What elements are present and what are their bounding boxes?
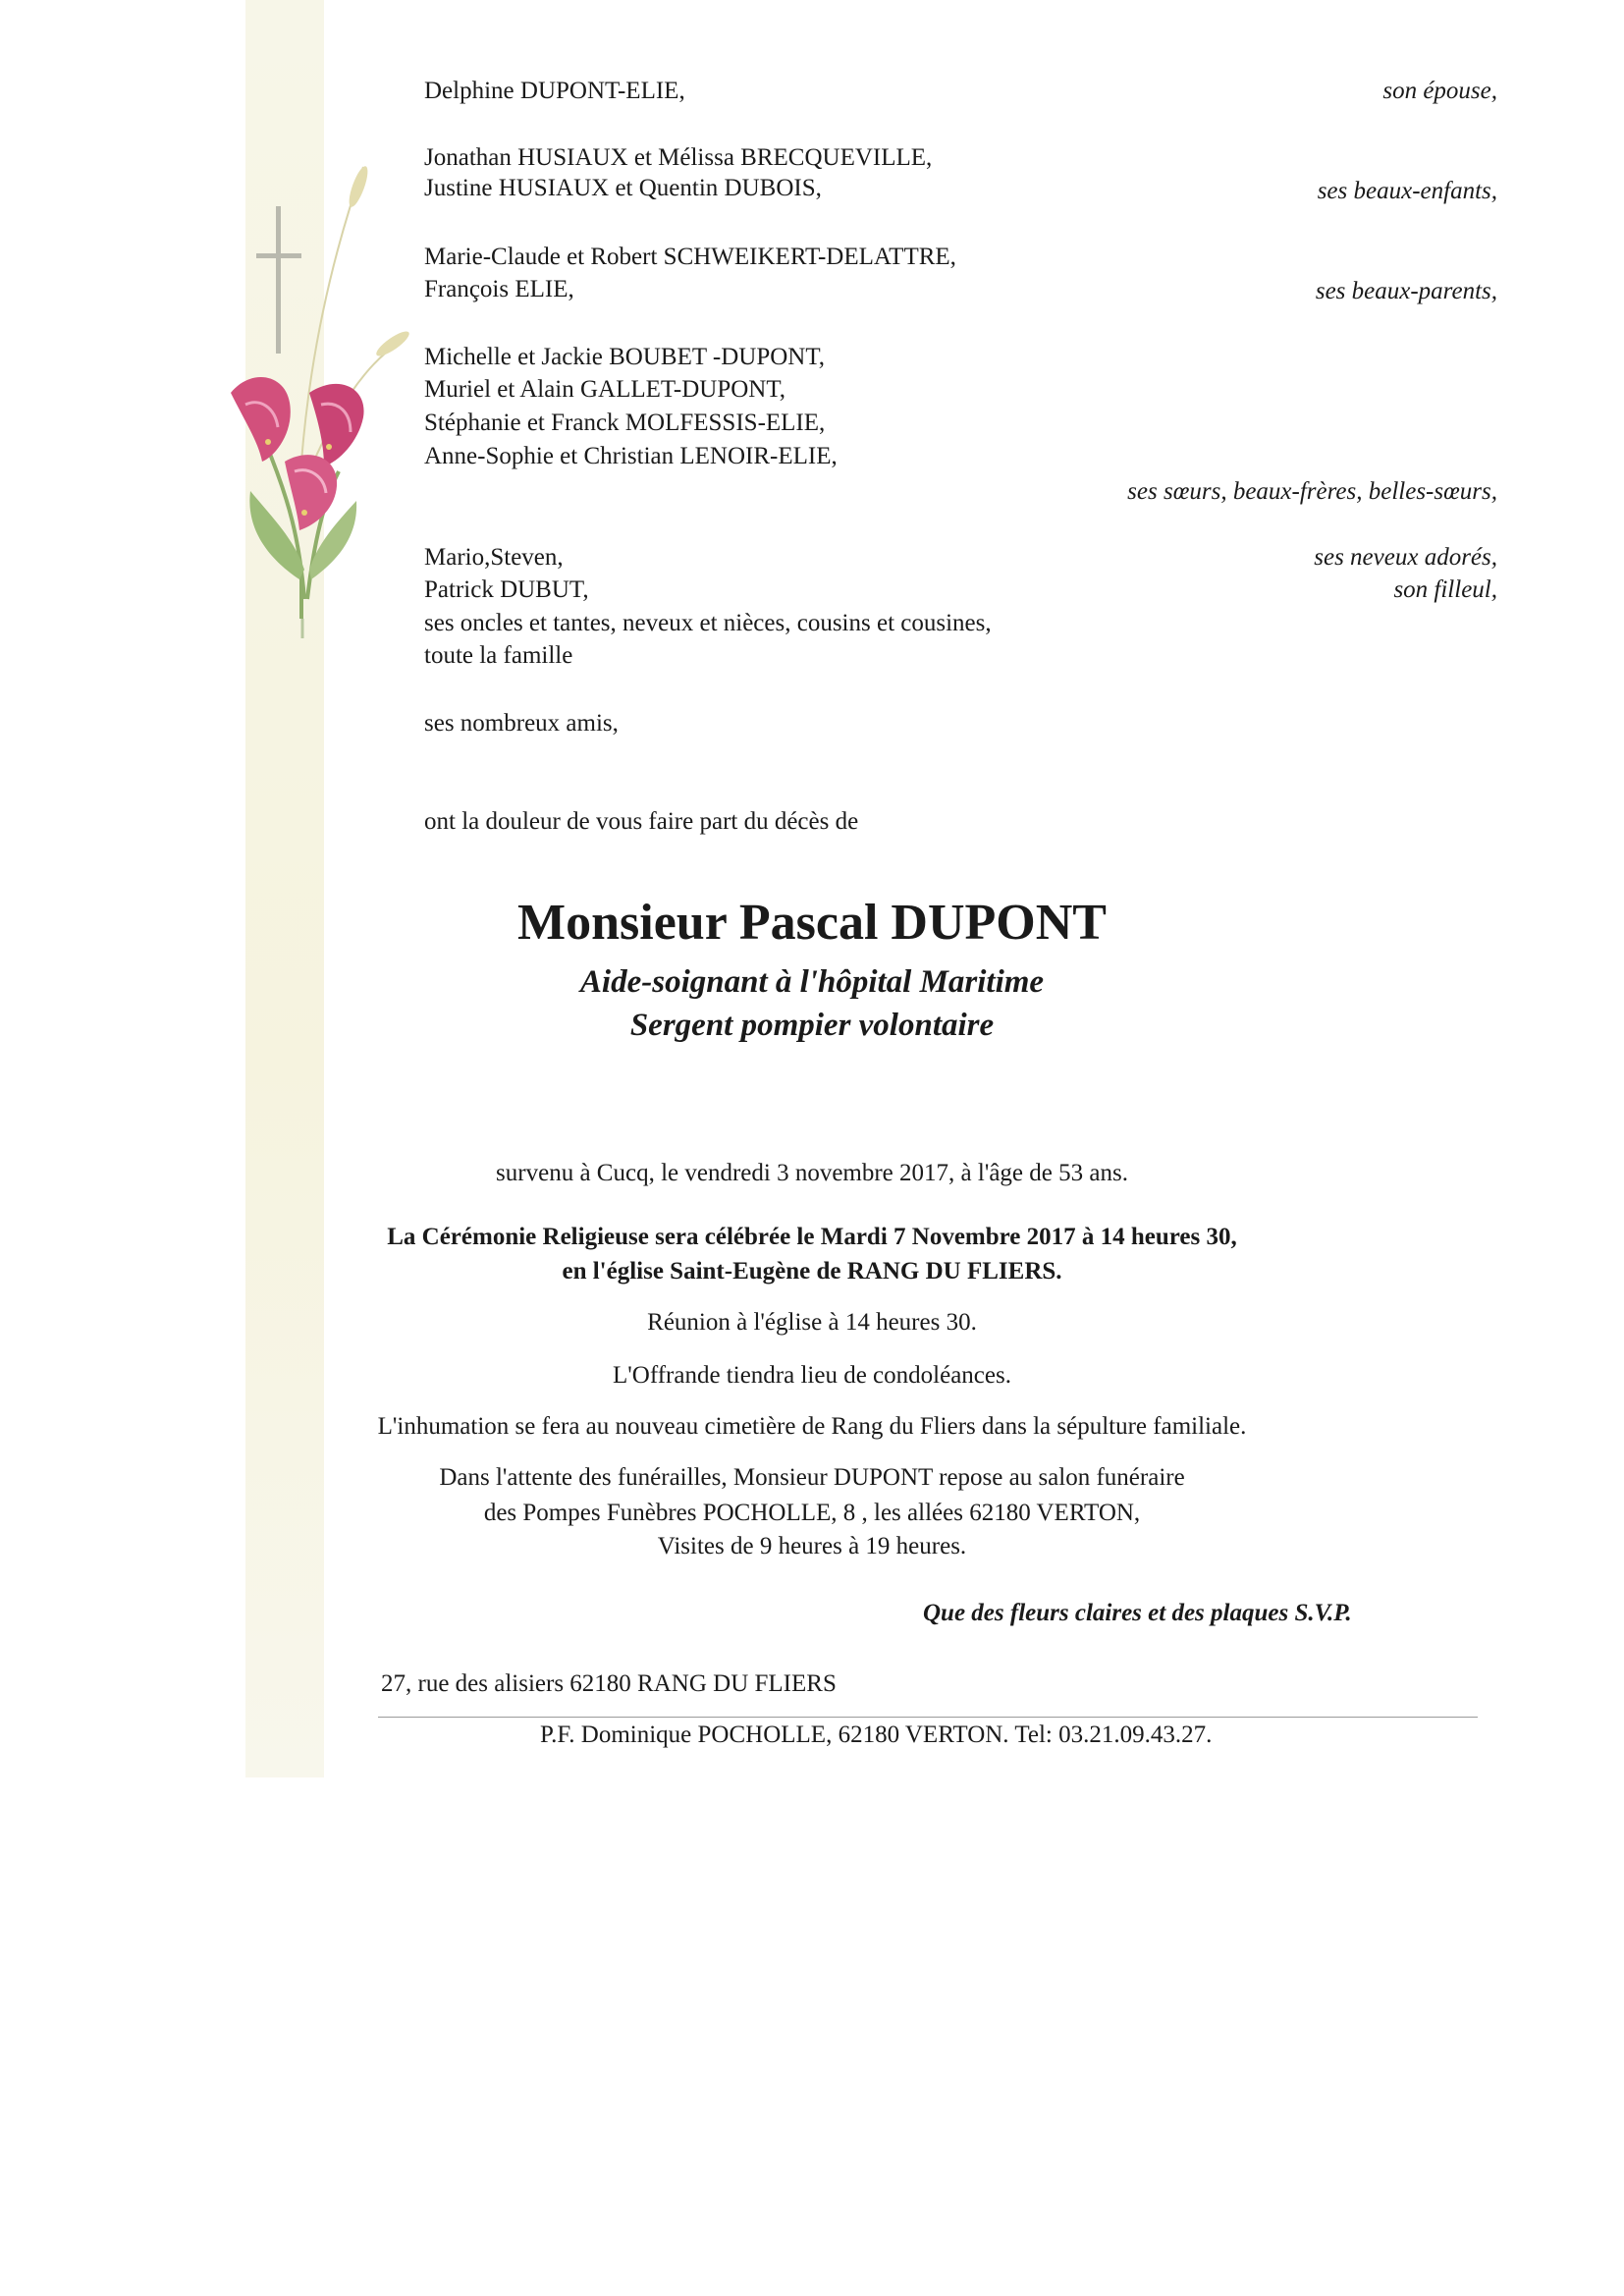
announcement-text: ont la douleur de vous faire part du décès de [424, 808, 859, 835]
meeting-info: Réunion à l'église à 14 heures 30. [647, 1309, 977, 1336]
cross-icon [276, 206, 281, 354]
ceremony-line-1: La Cérémonie Religieuse sera célébrée le Mardi 7 Novembre 2017 à 14 heures 30, [387, 1224, 1237, 1250]
rest-info-1: Dans l'attente des funérailles, Monsieur DUPONT repose au salon funéraire [439, 1464, 1185, 1491]
spouse-name: Delphine DUPONT-ELIE, [424, 78, 685, 104]
deceased-title-2: Sergent pompier volontaire [629, 1008, 995, 1043]
parent-in-law-line-1: Marie-Claude et Robert SCHWEIKERT-DELATTRE, [424, 244, 956, 270]
funeral-home-contact: P.F. Dominique POCHOLLE, 62180 VERTON. Tel: 03.21.09.43.27. [540, 1722, 1213, 1748]
siblings-relation: ses sœurs, beaux-frères, belles-sœurs, [1127, 478, 1497, 505]
godson-name: Patrick DUBUT, [424, 576, 589, 603]
sibling-line-2: Muriel et Alain GALLET-DUPONT, [424, 376, 786, 403]
sibling-line-3: Stéphanie et Franck MOLFESSIS-ELIE, [424, 410, 826, 436]
deceased-name: Monsieur Pascal DUPONT [517, 895, 1107, 951]
parents-in-law-relation: ses beaux-parents, [1315, 278, 1497, 304]
stepchild-line-2: Justine HUSIAUX et Quentin DUBOIS, [424, 175, 822, 201]
whole-family: toute la famille [424, 642, 573, 669]
godson-relation: son filleul, [1393, 576, 1497, 603]
sibling-line-1: Michelle et Jackie BOUBET -DUPONT, [424, 344, 826, 370]
nephews-names: Mario,Steven, [424, 544, 564, 571]
spouse-relation: son épouse, [1382, 78, 1497, 104]
offering-info: L'Offrande tiendra lieu de condoléances. [613, 1362, 1011, 1389]
footer-divider [378, 1717, 1478, 1718]
stepchildren-relation: ses beaux-enfants, [1317, 178, 1497, 204]
deceased-title-1: Aide-soignant à l'hôpital Maritime [579, 964, 1045, 1000]
cross-and-lily-illustration [191, 147, 427, 638]
friends: ses nombreux amis, [424, 710, 619, 737]
nephews-relation: ses neveux adorés, [1314, 544, 1497, 571]
extended-family: ses oncles et tantes, neveux et nièces, cousins et cousines, [424, 610, 992, 636]
burial-info: L'inhumation se fera au nouveau cimetière de Rang du Fliers dans la sépulture familiale. [377, 1413, 1247, 1440]
death-info: survenu à Cucq, le vendredi 3 novembre 2017, à l'âge de 53 ans. [496, 1160, 1128, 1186]
parent-in-law-line-2: François ELIE, [424, 276, 574, 302]
rest-info-2: des Pompes Funèbres POCHOLLE, 8 , les allées 62180 VERTON, [483, 1500, 1141, 1526]
sibling-line-4: Anne-Sophie et Christian LENOIR-ELIE, [424, 443, 838, 469]
flowers-note: Que des fleurs claires et des plaques S.V.P. [923, 1600, 1352, 1626]
family-address: 27, rue des alisiers 62180 RANG DU FLIERS [381, 1670, 837, 1697]
ceremony-line-2: en l'église Saint-Eugène de RANG DU FLIERS. [562, 1258, 1062, 1285]
stepchild-line-1: Jonathan HUSIAUX et Mélissa BRECQUEVILLE, [424, 144, 933, 171]
rest-info-3: Visites de 9 heures à 19 heures. [657, 1533, 967, 1559]
